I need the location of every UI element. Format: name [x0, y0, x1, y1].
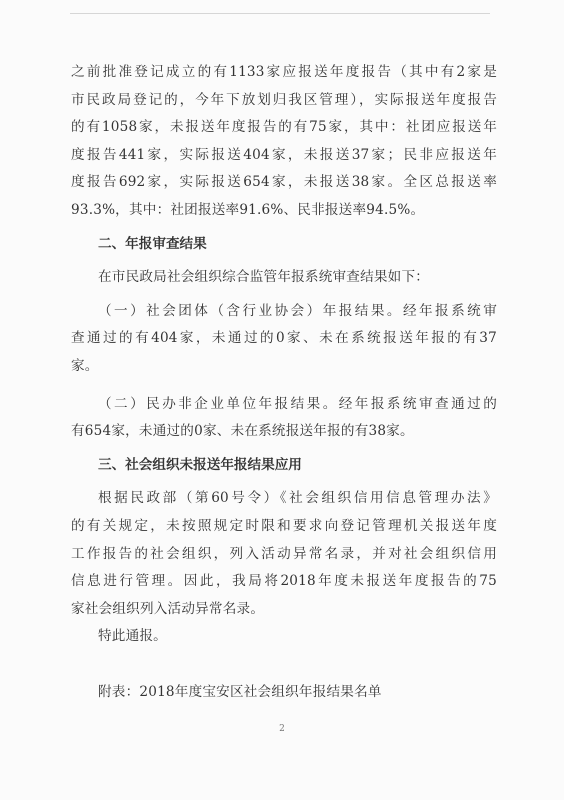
paragraph-review-intro	[71, 264, 497, 292]
document-body	[71, 59, 497, 706]
scan-edge-line	[70, 13, 490, 14]
text-line: 度报告441家，实际报送404家，未报送37家；民非应报送年	[71, 146, 497, 163]
text-line: 有654家，未通过的0家、未在系统报送年报的有38家。	[71, 423, 414, 440]
section-heading-result-application: 三、社会组织未报送年报结果应用	[98, 456, 302, 473]
page-number: 2	[279, 724, 285, 734]
text-line: （一）社会团体（含行业协会）年报结果。经年报系统审	[98, 302, 497, 319]
paragraph-private-non-enterprise	[71, 391, 497, 446]
paragraph-statistics	[71, 59, 497, 225]
text-line: 的有关规定，未按照规定时限和要求向登记管理机关报送年度	[71, 517, 497, 534]
paragraph-social-groups	[71, 298, 497, 381]
text-line: 家社会组织列入活动异常名录。	[71, 600, 265, 617]
text-line: 根据民政部（第60号令）《社会组织信用信息管理办法》	[98, 490, 497, 507]
text-line: 查通过的有404家，未通过的0家、未在系统报送年报的有37	[71, 330, 497, 347]
text-line: （二）民办非企业单位年报结果。经年报系统审查通过的	[98, 395, 497, 412]
closing-notice: 特此通报。	[98, 628, 167, 645]
paragraph-regulation	[71, 485, 497, 623]
text-line: 度报告692家，实际报送654家，未报送38家。全区总报送率	[71, 174, 497, 191]
text-line: 的有1058家，未报送年度报告的有75家，其中：社团应报送年	[71, 119, 497, 136]
text-line: 家。	[71, 357, 99, 374]
text-line: 市民政局登记的，今年下放划归我区管理），实际报送年度报告	[71, 91, 497, 108]
text-line: 在市民政局社会组织综合监管年报系统审查结果如下：	[98, 269, 430, 286]
text-line: 信息进行管理。因此，我局将2018年度未报送年度报告的75	[71, 573, 497, 590]
section-heading-review-results: 二、年报审查结果	[98, 235, 207, 252]
text-line: 之前批准登记成立的有1133家应报送年度报告（其中有2家是	[71, 64, 497, 80]
text-line: 工作报告的社会组织，列入活动异常名录，并对社会组织信用	[71, 545, 497, 562]
text-line: 93.3%，其中：社团报送率91.6%、民非报送率94.5%。	[71, 201, 425, 218]
attachment-note: 附表：2018年度宝安区社会组织年报结果名单	[98, 683, 382, 700]
